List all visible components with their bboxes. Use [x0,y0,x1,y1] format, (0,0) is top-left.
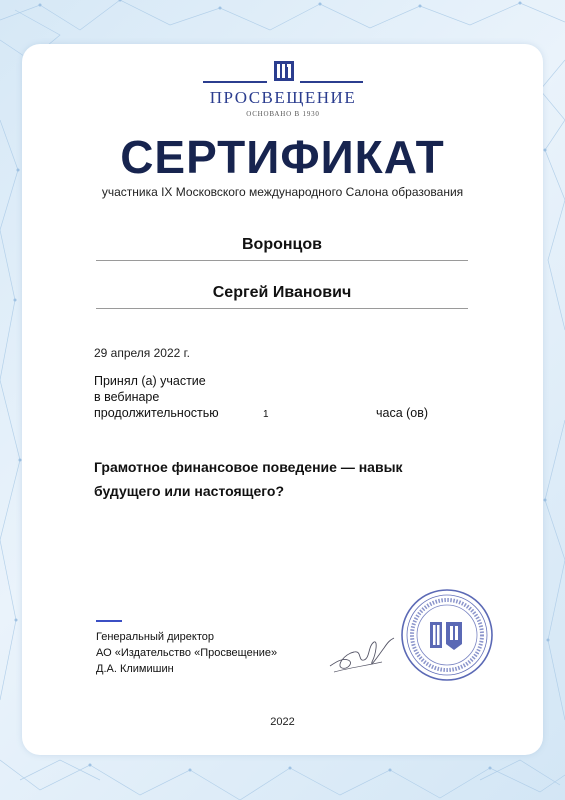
duration-value: 1 [263,409,269,420]
event-date: 29 апреля 2022 г. [94,346,190,360]
duration-label: продолжительностью [94,406,219,420]
certificate-year: 2022 [270,716,295,728]
handwritten-signature [328,632,398,676]
webinar-title [94,455,474,503]
brand-name: ПРОСВЕЩЕНИЕ [209,88,357,107]
participation-line-1: Принял (а) участие [94,374,206,388]
webinar-title-line-2: будущего или настоящего? [94,483,285,499]
participation-line-2: в вебинаре [94,390,160,404]
prosveshchenie-logo-icon [273,60,295,82]
signatory-position: Генеральный директор [96,631,214,643]
recipient-given-names: Сергей Иванович [96,284,468,309]
recipient-surname: Воронцов [96,236,468,261]
duration-unit: часа (ов) [376,406,429,420]
signatory-name: Д.А. Климишин [96,663,174,675]
webinar-title-line-1: Грамотное финансовое поведение — навык [94,459,403,475]
certificate-title: СЕРТИФИКАТ [120,131,445,183]
brand-since: ОСНОВАНО В 1930 [246,110,320,118]
certificate-subtitle: участника IX Московского международного Салона образования [101,185,464,199]
accent-rule [96,620,122,622]
logo-rule-right [300,81,363,83]
logo-rule-left [203,81,267,83]
official-stamp [400,588,494,682]
signatory-organization: АО «Издательство «Просвещение» [96,647,278,659]
